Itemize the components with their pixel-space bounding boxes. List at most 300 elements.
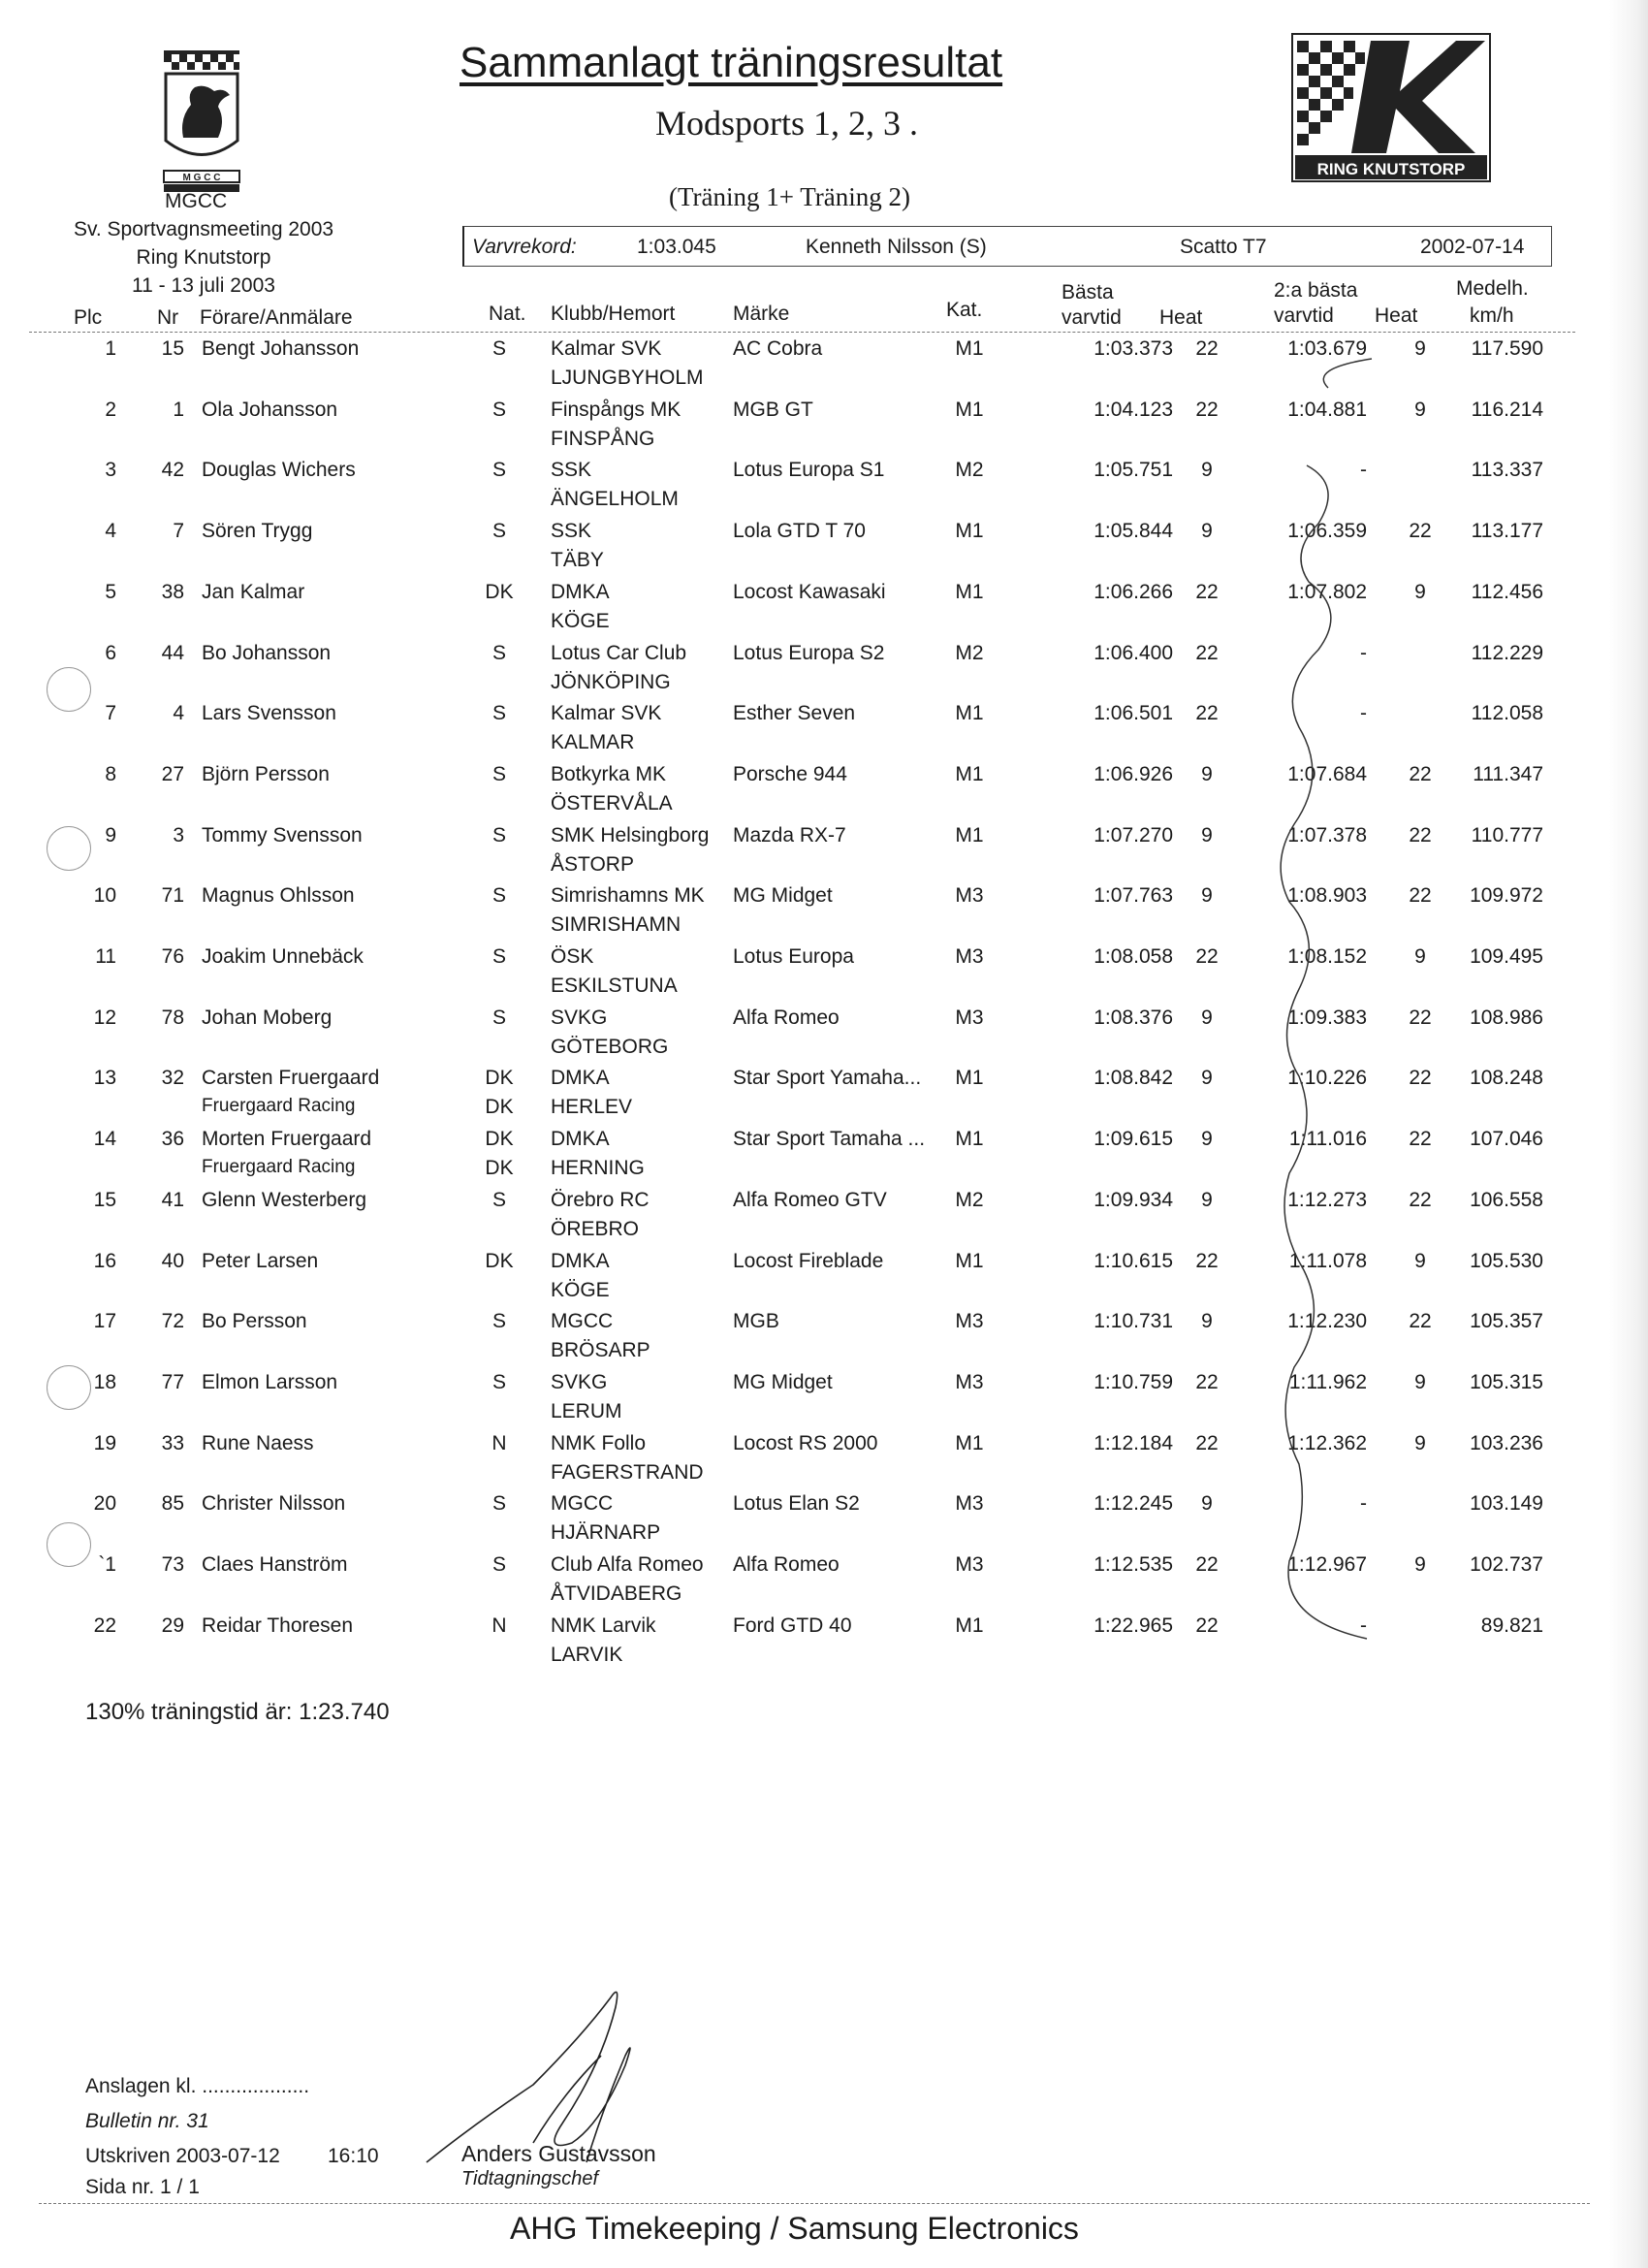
best-lap-heat: 22 bbox=[1195, 337, 1219, 360]
second-best-lap: 1:06.359 bbox=[1287, 520, 1367, 542]
car-make: Mazda RX-7 bbox=[733, 824, 846, 847]
club-name: Lotus Car Club bbox=[551, 642, 687, 664]
car-number: 85 bbox=[161, 1492, 184, 1515]
place: 9 bbox=[105, 824, 116, 847]
car-number: 71 bbox=[161, 884, 184, 907]
club-name: Simrishamns MK bbox=[551, 884, 705, 907]
class: M1 bbox=[955, 399, 984, 421]
driver-name: Tommy Svensson bbox=[202, 824, 363, 847]
nationality: S bbox=[491, 399, 506, 421]
club-name: Kalmar SVK bbox=[551, 337, 662, 360]
nationality: S bbox=[491, 520, 506, 542]
class: M1 bbox=[955, 702, 984, 724]
class: M1 bbox=[955, 1614, 984, 1637]
class: M2 bbox=[955, 1189, 984, 1211]
second-best-lap: 1:12.967 bbox=[1287, 1553, 1367, 1576]
club-name: MGCC bbox=[551, 1310, 614, 1332]
second-best-heat: 9 bbox=[1414, 337, 1426, 360]
average-speed: 113.337 bbox=[1471, 459, 1543, 481]
home-town: TÄBY bbox=[551, 549, 604, 571]
club-name: SVKG bbox=[551, 1006, 608, 1029]
average-speed: 106.558 bbox=[1470, 1189, 1543, 1211]
best-lap-heat: 9 bbox=[1201, 1006, 1213, 1029]
club-name: ÖSK bbox=[551, 945, 594, 968]
nationality: S bbox=[491, 1006, 506, 1029]
header-club: Klubb/Hemort bbox=[551, 303, 676, 325]
second-best-lap: - bbox=[1360, 702, 1367, 724]
class: M1 bbox=[955, 824, 984, 847]
car-make: Locost Kawasaki bbox=[733, 581, 886, 603]
venue-logo-text: RING KNUTSTORP bbox=[1316, 160, 1466, 178]
club-name: MGCC bbox=[551, 1492, 614, 1515]
record-car: Scatto T7 bbox=[1180, 236, 1267, 258]
class: M1 bbox=[955, 1067, 984, 1089]
car-number: 29 bbox=[161, 1614, 184, 1637]
car-make: Alfa Romeo bbox=[733, 1006, 840, 1029]
table-row bbox=[0, 1006, 1648, 1067]
class: M3 bbox=[955, 1310, 984, 1332]
header-make: Märke bbox=[733, 303, 790, 325]
nationality: N bbox=[491, 1614, 507, 1637]
second-best-heat: 9 bbox=[1414, 399, 1426, 421]
record-time: 1:03.045 bbox=[637, 236, 716, 258]
best-lap: 1:12.184 bbox=[1093, 1432, 1173, 1454]
header-speed-1: Medelh. bbox=[1456, 277, 1529, 300]
second-best-lap: 1:11.016 bbox=[1288, 1128, 1367, 1150]
nationality: S bbox=[491, 459, 506, 481]
car-number: 33 bbox=[161, 1432, 184, 1454]
nationality: S bbox=[491, 1371, 506, 1393]
table-row bbox=[0, 884, 1648, 944]
header-heat: Heat bbox=[1159, 306, 1203, 329]
record-label: Varvrekord: bbox=[472, 236, 577, 258]
best-lap: 1:07.270 bbox=[1093, 824, 1173, 847]
home-town: ÅTVIDABERG bbox=[551, 1582, 682, 1605]
event-dates: 11 - 13 juli 2003 bbox=[132, 274, 275, 297]
page-title: Sammanlagt träningsresultat bbox=[460, 39, 1003, 86]
second-best-heat: 9 bbox=[1414, 945, 1426, 968]
class: M1 bbox=[955, 1432, 984, 1454]
best-lap: 1:12.245 bbox=[1093, 1492, 1173, 1515]
place: 11 bbox=[95, 945, 116, 968]
nationality: S bbox=[491, 337, 506, 360]
best-lap-heat: 22 bbox=[1195, 1432, 1219, 1454]
best-lap-heat: 22 bbox=[1195, 945, 1219, 968]
second-best-lap: 1:07.684 bbox=[1287, 763, 1367, 785]
table-row bbox=[0, 1310, 1648, 1370]
second-best-lap: - bbox=[1360, 1492, 1367, 1515]
table-row bbox=[0, 581, 1648, 641]
driver-name: Bo Persson bbox=[202, 1310, 307, 1332]
page-number: Sida nr. 1 / 1 bbox=[85, 2176, 200, 2198]
nationality: N bbox=[491, 1432, 507, 1454]
car-make: Lola GTD T 70 bbox=[733, 520, 866, 542]
second-best-lap: 1:09.383 bbox=[1287, 1006, 1367, 1029]
home-town: ÖSTERVÅLA bbox=[551, 792, 673, 815]
place: 14 bbox=[93, 1128, 116, 1150]
entrant-team: Fruergaard Racing bbox=[202, 1096, 356, 1116]
place: 3 bbox=[105, 459, 116, 481]
best-lap-heat: 9 bbox=[1201, 1189, 1213, 1211]
event-venue: Ring Knutstorp bbox=[136, 246, 271, 269]
nationality: DK bbox=[485, 1250, 514, 1272]
table-row bbox=[0, 459, 1648, 519]
best-lap-heat: 9 bbox=[1201, 459, 1213, 481]
car-number: 40 bbox=[161, 1250, 184, 1272]
home-town: KÖGE bbox=[551, 1279, 610, 1301]
class: M1 bbox=[955, 1128, 984, 1150]
table-row bbox=[0, 1250, 1648, 1310]
nationality: S bbox=[491, 884, 506, 907]
header-best-2: varvtid bbox=[1062, 306, 1122, 329]
best-lap-heat: 22 bbox=[1195, 581, 1219, 603]
best-lap-heat: 9 bbox=[1201, 884, 1213, 907]
place: 8 bbox=[105, 763, 116, 785]
table-row bbox=[0, 702, 1648, 762]
header-heat2: Heat bbox=[1375, 304, 1418, 327]
car-number: 72 bbox=[161, 1310, 184, 1332]
place: 13 bbox=[93, 1067, 116, 1089]
driver-name: Bengt Johansson bbox=[202, 337, 360, 360]
club-name: DMKA bbox=[551, 581, 610, 603]
header-nat: Nat. bbox=[489, 303, 526, 325]
club-name: SSK bbox=[551, 459, 592, 481]
best-lap-heat: 22 bbox=[1195, 1250, 1219, 1272]
nationality: DK bbox=[485, 1128, 514, 1150]
car-make: Lotus Europa S2 bbox=[733, 642, 885, 664]
header-kat: Kat. bbox=[946, 299, 983, 321]
handwritten-squiggle bbox=[1251, 320, 1396, 1658]
class: M2 bbox=[955, 642, 984, 664]
average-speed: 112.229 bbox=[1471, 642, 1543, 664]
car-number: 77 bbox=[161, 1371, 184, 1393]
class: M3 bbox=[955, 1553, 984, 1576]
table-row bbox=[0, 1371, 1648, 1431]
best-lap: 1:08.842 bbox=[1093, 1067, 1173, 1089]
second-best-lap: 1:08.152 bbox=[1287, 945, 1367, 968]
table-row bbox=[0, 1067, 1648, 1127]
best-lap: 1:22.965 bbox=[1093, 1614, 1173, 1637]
car-number: 27 bbox=[161, 763, 184, 785]
club-name: NMK Follo bbox=[551, 1432, 647, 1454]
header-nr: Nr bbox=[157, 306, 179, 329]
average-speed: 109.495 bbox=[1470, 945, 1543, 968]
home-town: KÖGE bbox=[551, 610, 610, 632]
best-lap-heat: 9 bbox=[1201, 763, 1213, 785]
club-name: Kalmar SVK bbox=[551, 702, 662, 724]
class: M1 bbox=[955, 1250, 984, 1272]
second-best-lap: 1:07.802 bbox=[1287, 581, 1367, 603]
home-town: HERNING bbox=[551, 1157, 645, 1179]
car-number: 4 bbox=[173, 702, 184, 724]
place: 4 bbox=[105, 520, 116, 542]
entrant-nationality: DK bbox=[485, 1157, 514, 1179]
average-speed: 110.777 bbox=[1471, 824, 1543, 847]
average-speed: 112.058 bbox=[1471, 702, 1543, 724]
place: 17 bbox=[93, 1310, 116, 1332]
car-number: 41 bbox=[161, 1189, 184, 1211]
home-town: ESKILSTUNA bbox=[551, 974, 678, 997]
training-note: (Träning 1+ Träning 2) bbox=[669, 182, 911, 211]
car-make: Ford GTD 40 bbox=[733, 1614, 852, 1637]
second-best-lap: 1:11.962 bbox=[1288, 1371, 1367, 1393]
car-make: MG Midget bbox=[733, 1371, 833, 1393]
driver-name: Bo Johansson bbox=[202, 642, 332, 664]
best-lap: 1:06.501 bbox=[1093, 702, 1173, 724]
best-lap-heat: 22 bbox=[1195, 1553, 1219, 1576]
driver-name: Sören Trygg bbox=[202, 520, 313, 542]
second-best-heat: 22 bbox=[1409, 884, 1432, 907]
header-speed-2: km/h bbox=[1470, 304, 1514, 327]
logo-letters: M G C C bbox=[182, 173, 221, 183]
best-lap: 1:03.373 bbox=[1093, 337, 1173, 360]
average-speed: 89.821 bbox=[1480, 1614, 1543, 1637]
best-lap: 1:08.376 bbox=[1093, 1006, 1173, 1029]
average-speed: 103.236 bbox=[1470, 1432, 1543, 1454]
best-lap-heat: 9 bbox=[1201, 1067, 1213, 1089]
lap-record-box bbox=[462, 226, 1552, 267]
driver-name: Lars Svensson bbox=[202, 702, 336, 724]
driver-name: Johan Moberg bbox=[202, 1006, 333, 1029]
car-number: 15 bbox=[161, 337, 184, 360]
second-best-heat: 22 bbox=[1409, 520, 1432, 542]
club-name: DMKA bbox=[551, 1250, 610, 1272]
home-town: ÖREBRO bbox=[551, 1218, 640, 1240]
posted-line: Anslagen kl. ................... bbox=[85, 2075, 310, 2097]
club-name: DMKA bbox=[551, 1067, 610, 1089]
class: M2 bbox=[955, 459, 984, 481]
table-row bbox=[0, 1432, 1648, 1492]
car-number: 38 bbox=[161, 581, 184, 603]
place: 2 bbox=[105, 399, 116, 421]
car-make: Esther Seven bbox=[733, 702, 856, 724]
table-row bbox=[0, 945, 1648, 1006]
second-best-heat: 22 bbox=[1409, 1006, 1432, 1029]
second-best-lap: - bbox=[1360, 459, 1367, 481]
nationality: S bbox=[491, 702, 506, 724]
car-number: 3 bbox=[173, 824, 184, 847]
car-make: MG Midget bbox=[733, 884, 833, 907]
car-make: Lotus Europa S1 bbox=[733, 459, 885, 481]
car-number: 76 bbox=[161, 945, 184, 968]
home-town: KALMAR bbox=[551, 731, 635, 753]
table-row bbox=[0, 1492, 1648, 1552]
nationality: S bbox=[491, 763, 506, 785]
second-best-lap: 1:03.679 bbox=[1287, 337, 1367, 360]
event-info bbox=[58, 215, 349, 300]
home-town: GÖTEBORG bbox=[551, 1036, 669, 1058]
second-best-heat: 22 bbox=[1409, 1189, 1432, 1211]
header-second-2: varvtid bbox=[1274, 304, 1334, 327]
class: M3 bbox=[955, 945, 984, 968]
training-limit-note: 130% träningstid är: 1:23.740 bbox=[85, 1699, 390, 1725]
nationality: S bbox=[491, 1492, 506, 1515]
place: 12 bbox=[93, 1006, 116, 1029]
place: `1 bbox=[98, 1553, 116, 1576]
car-number: 44 bbox=[161, 642, 184, 664]
average-speed: 111.347 bbox=[1473, 763, 1543, 785]
best-lap-heat: 22 bbox=[1195, 399, 1219, 421]
place: 22 bbox=[93, 1614, 116, 1637]
average-speed: 108.986 bbox=[1470, 1006, 1543, 1029]
mgcc-club-logo bbox=[162, 48, 241, 194]
car-make: MGB GT bbox=[733, 399, 813, 421]
header-driver: Förare/Anmälare bbox=[200, 306, 353, 329]
home-town: BRÖSARP bbox=[551, 1339, 650, 1361]
car-make: Locost Fireblade bbox=[733, 1250, 884, 1272]
second-best-heat: 22 bbox=[1409, 1067, 1432, 1089]
table-row bbox=[0, 1128, 1648, 1188]
table-row bbox=[0, 337, 1648, 398]
class: M1 bbox=[955, 337, 984, 360]
driver-name: Glenn Westerberg bbox=[202, 1189, 367, 1211]
club-name: Örebro RC bbox=[551, 1189, 650, 1211]
place: 20 bbox=[93, 1492, 116, 1515]
nationality: S bbox=[491, 1310, 506, 1332]
driver-name: Reidar Thoresen bbox=[202, 1614, 354, 1637]
nationality: S bbox=[491, 1553, 506, 1576]
car-number: 7 bbox=[173, 520, 184, 542]
driver-name: Carsten Fruergaard bbox=[202, 1067, 380, 1089]
car-make: Star Sport Tamaha ... bbox=[733, 1128, 926, 1150]
car-number: 1 bbox=[173, 399, 184, 421]
ring-knutstorp-logo bbox=[1291, 33, 1491, 182]
best-lap: 1:09.934 bbox=[1093, 1189, 1173, 1211]
club-name: DMKA bbox=[551, 1128, 610, 1150]
average-speed: 117.590 bbox=[1471, 337, 1543, 360]
place: 5 bbox=[105, 581, 116, 603]
record-date: 2002-07-14 bbox=[1420, 236, 1525, 258]
home-town: HJÄRNARP bbox=[551, 1521, 661, 1544]
driver-name: Joakim Unnebäck bbox=[202, 945, 364, 968]
header-plc: Plc bbox=[74, 306, 103, 329]
average-speed: 105.530 bbox=[1470, 1250, 1543, 1272]
second-best-lap: 1:12.230 bbox=[1287, 1310, 1367, 1332]
best-lap-heat: 9 bbox=[1201, 1492, 1213, 1515]
best-lap: 1:04.123 bbox=[1093, 399, 1173, 421]
average-speed: 103.149 bbox=[1470, 1492, 1543, 1515]
best-lap: 1:10.759 bbox=[1093, 1371, 1173, 1393]
best-lap: 1:10.615 bbox=[1093, 1250, 1173, 1272]
car-make: Alfa Romeo GTV bbox=[733, 1189, 887, 1211]
home-town: HERLEV bbox=[551, 1096, 633, 1118]
best-lap-heat: 9 bbox=[1201, 520, 1213, 542]
driver-name: Claes Hanström bbox=[202, 1553, 348, 1576]
class: M3 bbox=[955, 884, 984, 907]
header-best-1: Bästa bbox=[1062, 281, 1114, 303]
club-name: MGCC bbox=[165, 190, 228, 212]
driver-name: Magnus Ohlsson bbox=[202, 884, 355, 907]
average-speed: 105.357 bbox=[1470, 1310, 1543, 1332]
car-make: Star Sport Yamaha... bbox=[733, 1067, 922, 1089]
record-driver: Kenneth Nilsson (S) bbox=[806, 236, 987, 258]
table-row bbox=[0, 1189, 1648, 1249]
driver-name: Elmon Larsson bbox=[202, 1371, 338, 1393]
best-lap-heat: 22 bbox=[1195, 1371, 1219, 1393]
nationality: DK bbox=[485, 581, 514, 603]
average-speed: 112.456 bbox=[1471, 581, 1543, 603]
class: M1 bbox=[955, 520, 984, 542]
home-town: ÄNGELHOLM bbox=[551, 488, 679, 510]
class: M3 bbox=[955, 1492, 984, 1515]
best-lap: 1:09.615 bbox=[1093, 1128, 1173, 1150]
average-speed: 108.248 bbox=[1470, 1067, 1543, 1089]
car-make: Lotus Europa bbox=[733, 945, 854, 968]
car-number: 32 bbox=[161, 1067, 184, 1089]
best-lap: 1:07.763 bbox=[1093, 884, 1173, 907]
second-best-heat: 22 bbox=[1409, 824, 1432, 847]
second-best-heat: 9 bbox=[1414, 581, 1426, 603]
second-best-lap: - bbox=[1360, 1614, 1367, 1637]
car-make: Locost RS 2000 bbox=[733, 1432, 878, 1454]
home-town: ÅSTORP bbox=[551, 853, 634, 876]
table-row bbox=[0, 1614, 1648, 1675]
best-lap: 1:10.731 bbox=[1093, 1310, 1173, 1332]
driver-name: Christer Nilsson bbox=[202, 1492, 346, 1515]
nationality: S bbox=[491, 824, 506, 847]
best-lap: 1:08.058 bbox=[1093, 945, 1173, 968]
second-best-lap: 1:12.362 bbox=[1287, 1432, 1367, 1454]
table-row bbox=[0, 824, 1648, 884]
second-best-heat: 9 bbox=[1414, 1250, 1426, 1272]
best-lap: 1:06.400 bbox=[1093, 642, 1173, 664]
club-name: Finspångs MK bbox=[551, 399, 681, 421]
average-speed: 109.972 bbox=[1470, 884, 1543, 907]
nationality: S bbox=[491, 642, 506, 664]
class: M3 bbox=[955, 1371, 984, 1393]
club-name: SSK bbox=[551, 520, 592, 542]
driver-name: Björn Persson bbox=[202, 763, 330, 785]
table-row bbox=[0, 520, 1648, 580]
best-lap: 1:05.751 bbox=[1093, 459, 1173, 481]
home-town: FINSPÅNG bbox=[551, 428, 655, 450]
signer-title: Tidtagningschef bbox=[461, 2168, 599, 2189]
place: 7 bbox=[105, 702, 116, 724]
place: 18 bbox=[93, 1371, 116, 1393]
entrant-nationality: DK bbox=[485, 1096, 514, 1118]
second-best-lap: 1:10.226 bbox=[1287, 1067, 1367, 1089]
club-name: Club Alfa Romeo bbox=[551, 1553, 704, 1576]
table-row bbox=[0, 642, 1648, 702]
printed-date: Utskriven 2003-07-12 bbox=[85, 2145, 280, 2167]
second-best-heat: 22 bbox=[1409, 1310, 1432, 1332]
second-best-heat: 9 bbox=[1414, 1553, 1426, 1576]
nationality: DK bbox=[485, 1067, 514, 1089]
best-lap: 1:05.844 bbox=[1093, 520, 1173, 542]
place: 1 bbox=[105, 337, 116, 360]
class: M1 bbox=[955, 763, 984, 785]
club-name: SMK Helsingborg bbox=[551, 824, 710, 847]
place: 6 bbox=[105, 642, 116, 664]
club-name: NMK Larvik bbox=[551, 1614, 656, 1637]
second-best-lap: 1:08.903 bbox=[1287, 884, 1367, 907]
car-number: 78 bbox=[161, 1006, 184, 1029]
car-make: AC Cobra bbox=[733, 337, 823, 360]
club-name: Botkyrka MK bbox=[551, 763, 667, 785]
place: 15 bbox=[93, 1189, 116, 1211]
second-best-heat: 9 bbox=[1414, 1371, 1426, 1393]
average-speed: 107.046 bbox=[1470, 1128, 1543, 1150]
best-lap-heat: 9 bbox=[1201, 1310, 1213, 1332]
driver-name: Douglas Wichers bbox=[202, 459, 356, 481]
best-lap-heat: 9 bbox=[1201, 824, 1213, 847]
average-speed: 102.737 bbox=[1470, 1553, 1543, 1576]
home-town: LJUNGBYHOLM bbox=[551, 367, 704, 389]
home-town: LERUM bbox=[551, 1400, 622, 1422]
nationality: S bbox=[491, 945, 506, 968]
table-row bbox=[0, 1553, 1648, 1613]
best-lap-heat: 22 bbox=[1195, 642, 1219, 664]
